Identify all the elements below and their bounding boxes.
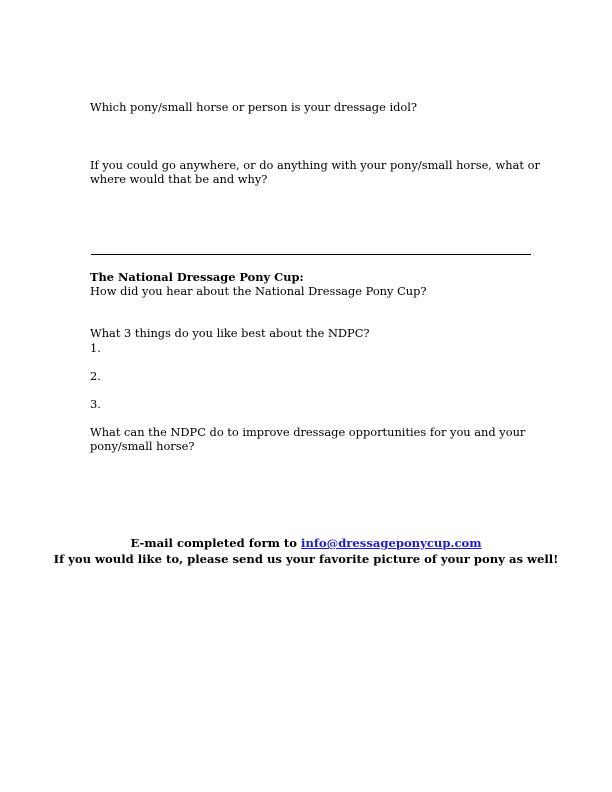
picture-request: If you would like to, please send us your favorite picture of your pony as well! bbox=[53, 552, 559, 566]
question-improve-line-2: pony/small horse? bbox=[90, 439, 195, 453]
list-item-1: 1. bbox=[90, 341, 101, 355]
section-divider bbox=[91, 254, 531, 255]
list-item-3: 3. bbox=[90, 397, 101, 411]
list-item-2: 2. bbox=[90, 369, 101, 383]
ndpc-section-heading: The National Dressage Pony Cup: bbox=[90, 270, 304, 284]
question-improve-line-1: What can the NDPC do to improve dressage opportunities for you and your bbox=[90, 425, 526, 439]
question-dressage-idol: Which pony/small horse or person is your dressage idol? bbox=[90, 100, 417, 114]
email-instruction bbox=[0, 536, 612, 551]
email-link[interactable]: info@dressageponycup.com bbox=[301, 536, 482, 550]
question-go-anywhere-line-1: If you could go anywhere, or do anything with your pony/small horse, what or bbox=[90, 158, 540, 172]
question-like-best: What 3 things do you like best about the NDPC? bbox=[90, 326, 370, 340]
question-hear-about: How did you hear about the National Dressage Pony Cup? bbox=[90, 284, 427, 298]
email-instruction-prefix: E-mail completed form to bbox=[130, 536, 302, 550]
question-go-anywhere-line-2: where would that be and why? bbox=[90, 172, 268, 186]
